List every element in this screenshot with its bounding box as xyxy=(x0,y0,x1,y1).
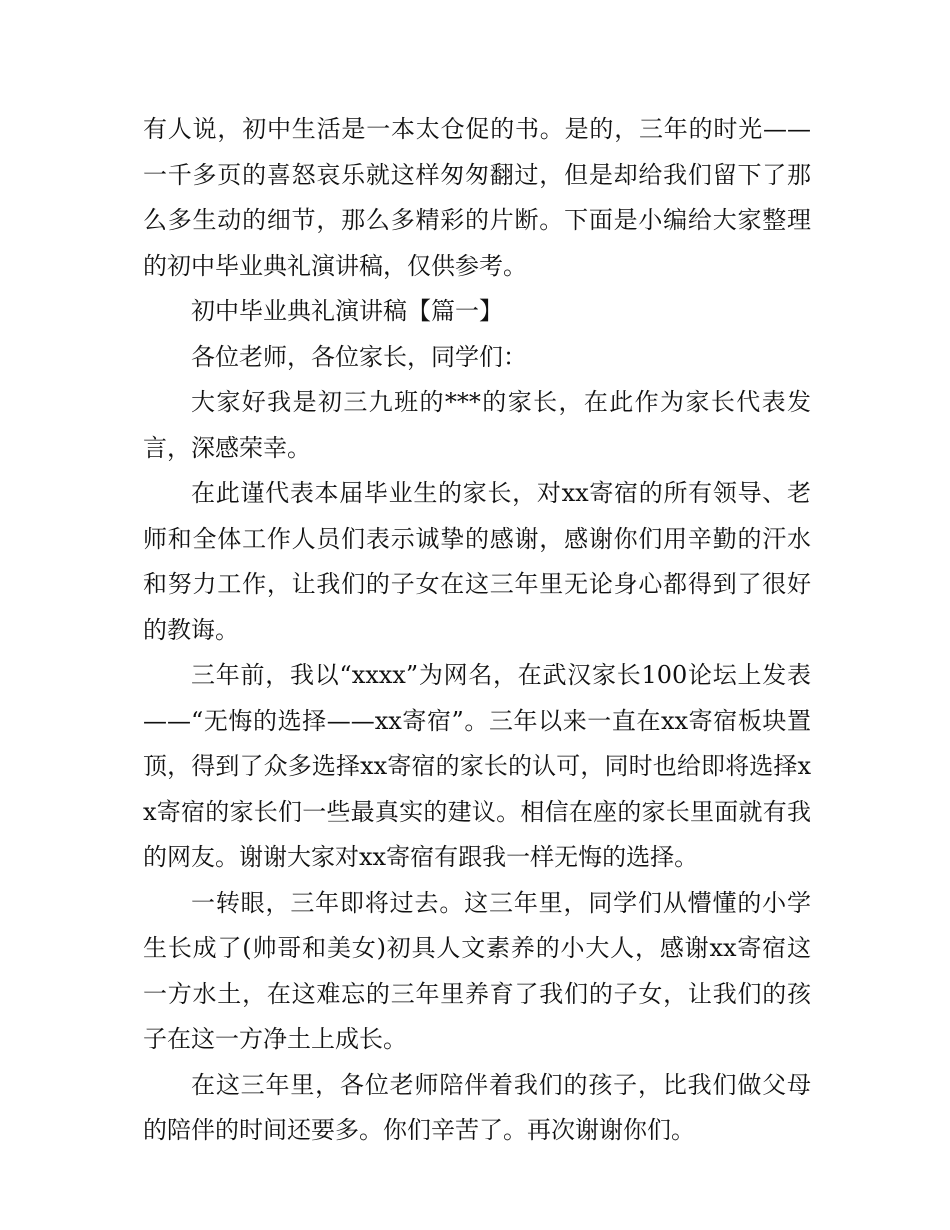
document-body xyxy=(143,107,811,1154)
intro-paragraph: 有人说，初中生活是一本太仓促的书。是的，三年的时光——一千多页的喜怒哀乐就这样匆匆翻过，但是却给我们留下了那么多生动的细节，那么多精彩的片断。下面是小编给大家整理的初中毕业典礼演讲稿，仅供参考。 xyxy=(143,115,811,280)
section-title: 初中毕业典礼演讲稿【篇一】 xyxy=(191,297,503,325)
body-paragraph-3: 三年前，我以“xxxx”为网名，在武汉家长100论坛上发表——“无悔的选择——xx寄宿”。三年以来一直在xx寄宿板块置顶，得到了众多选择xx寄宿的家长的认可，同时也给即将选择xx寄宿的家长们一些最真实的建议。相信在座的家长里面就有我的网友。谢谢大家对xx寄宿有跟我一样无悔的选择。 xyxy=(143,661,811,871)
body-paragraph-5: 在这三年里，各位老师陪伴着我们的孩子，比我们做父母的陪伴的时间还要多。你们辛苦了。再次谢谢你们。 xyxy=(143,1070,811,1144)
body-paragraph-1: 大家好我是初三九班的***的家长，在此作为家长代表发言，深感荣幸。 xyxy=(143,388,811,462)
body-paragraph-4: 一转眼，三年即将过去。这三年里，同学们从懵懂的小学生长成了(帅哥和美女)初具人文素养的小大人，感谢xx寄宿这一方水土，在这难忘的三年里养育了我们的子女，让我们的孩子在这一方净土上成长。 xyxy=(143,888,811,1053)
salutation: 各位老师，各位家长，同学们： xyxy=(191,342,527,371)
body-paragraph-2: 在此谨代表本届毕业生的家长，对xx寄宿的所有领导、老师和全体工作人员们表示诚挚的感谢，感谢你们用辛勤的汗水和努力工作，让我们的子女在这三年里无论身心都得到了很好的教诲。 xyxy=(143,479,811,644)
